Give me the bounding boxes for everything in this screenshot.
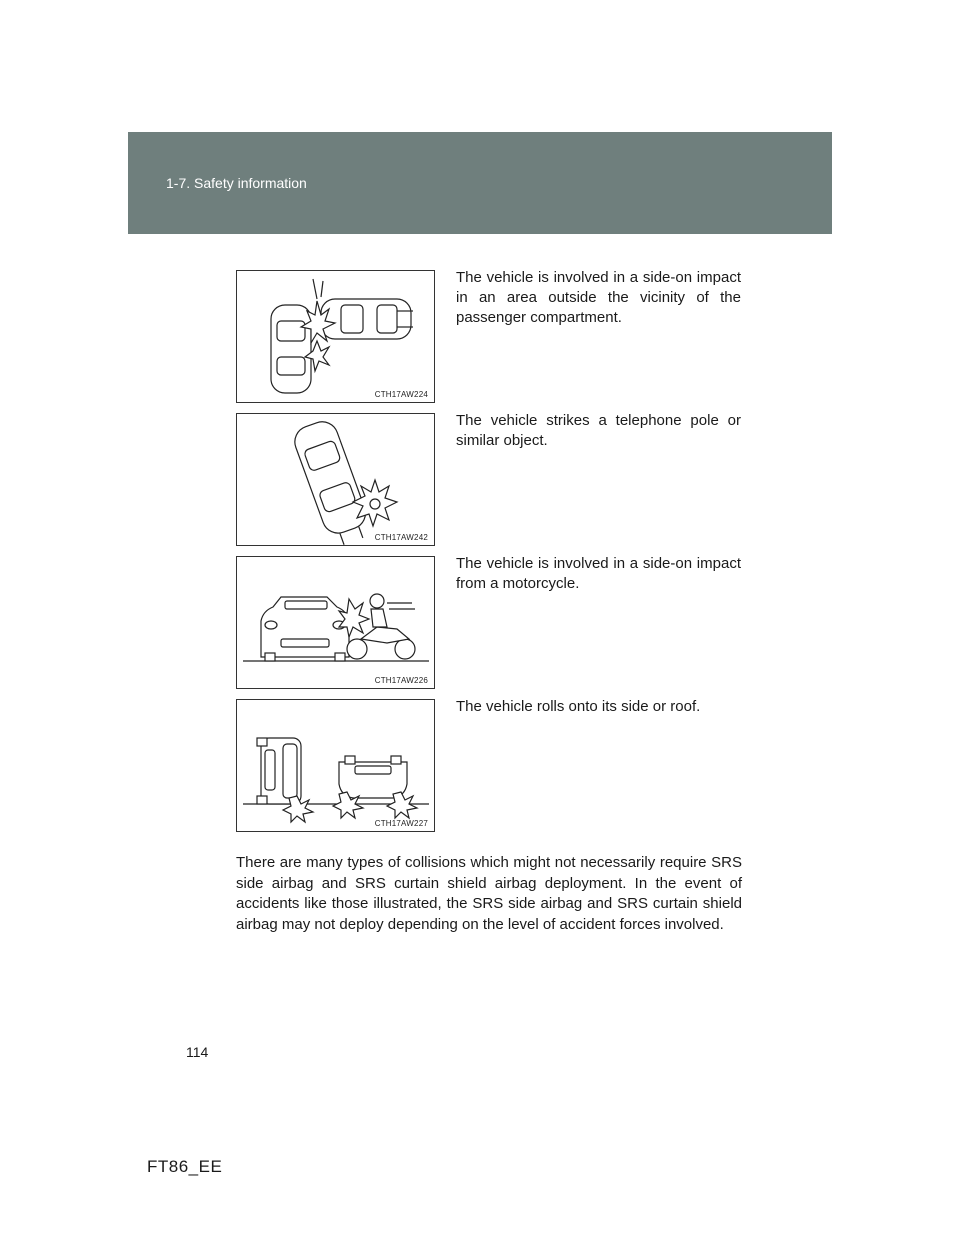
figure-code: CTH17AW226 (374, 676, 428, 685)
figure-caption: The vehicle is involved in a side-on impact from a motorcycle. (456, 555, 741, 592)
figure-code: CTH17AW224 (374, 390, 428, 399)
illustration-rollover (237, 700, 435, 832)
figure-rollover (236, 699, 435, 832)
figure-caption: The vehicle is involved in a side-on impact in an area outside the vicinity of the passenger compartment. (456, 269, 741, 326)
figure-pole-impact (236, 413, 435, 546)
section-title: 1-7. Safety information (166, 175, 307, 191)
page-number: 114 (186, 1044, 209, 1060)
figure-caption: The vehicle rolls onto its side or roof. (456, 698, 701, 715)
illustration-side-impact-front (237, 271, 435, 403)
figure-caption: The vehicle strikes a telephone pole or similar object. (456, 412, 741, 449)
figure-motorcycle-impact (236, 556, 435, 689)
figure-side-impact-front (236, 270, 435, 403)
header-band (128, 132, 832, 234)
illustration-pole-impact (237, 414, 435, 546)
body-paragraph: There are many types of collisions which might not necessarily require SRS side airbag and SRS curtain shield airbag deployment. In the event of accidents like those illustrated, the SRS side airbag and SRS curtain shield airbag may not deploy depending on the level of accident forces involved. (236, 854, 742, 933)
document-code: FT86_EE (147, 1157, 223, 1176)
figure-code: CTH17AW242 (374, 533, 428, 542)
figure-code: CTH17AW227 (374, 819, 428, 828)
illustration-motorcycle-impact (237, 557, 435, 689)
